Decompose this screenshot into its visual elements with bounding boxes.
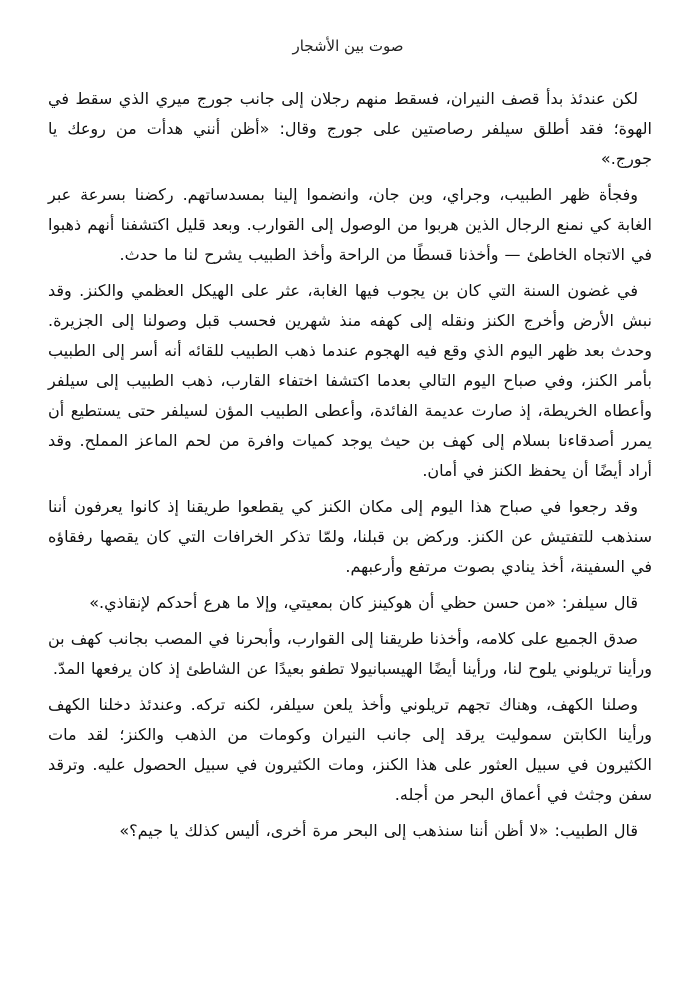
paragraph-2: وفجأة ظهر الطبيب، وجراي، وبن جان، وانضموا إلينا بمسدساتهم. ركضنا بسرعة عبر الغابة كي نمنع الرجال الذين هربوا من الوصول إلى القوارب. وبعد قليل اكتشفنا أنهم ذهبوا في الاتجاه الخاطئ — وأخذنا قسطًا من الراحة وأخذ الطبيب يشرح لنا ما حدث.: [48, 185, 652, 264]
paragraph-1: لكن عندئذ بدأ قصف النيران، فسقط منهم رجلان إلى جانب جورج ميري الذي سقط في الهوة؛ فقد أطلق سيلفر رصاصتين على جورج وقال: «أظن أنني هدأت من روعك يا جورج.»: [48, 89, 652, 168]
paragraph-6: صدق الجميع على كلامه، وأخذنا طريقنا إلى القوارب، وأبحرنا في المصب بجانب كهف بن ورأينا تريلوني يلوح لنا، ورأينا أيضًا الهيسبانيولا تطفو بعيدًا عن الشاطئ إذ كان يرفعها المدّ.: [47, 629, 652, 678]
paragraph-8: قال الطبيب: «لا أظن أننا سنذهب إلى البحر مرة أخرى، أليس كذلك يا جيم؟»: [119, 821, 638, 840]
paragraph-5: قال سيلفر: «من حسن حظي أن هوكينز كان بمعيتي، وإلا ما هرع أحدكم لإنقاذي.»: [89, 593, 638, 612]
paragraph-4: وقد رجعوا في صباح هذا اليوم إلى مكان الكنز كي يقطعوا طريقنا إذ كانوا يعرفون أننا سنذهب للتفتيش عن الكنز. وركض بن قبلنا، ولمّا تذكر الخرافات التي كان يقصها رفقاؤه في السفينة، أخذ ينادي بصوت مرتفع وأرعبهم.: [48, 497, 652, 576]
paragraph-3: في غضون السنة التي كان بن يجوب فيها الغابة، عثر على الهيكل العظمي والكنز. وقد نبش الأرض وأخرج الكنز ونقله إلى كهفه منذ شهرين فحسب قبل وصولنا إلى الجزيرة. وحدث بعد ظهر اليوم الذي وقع فيه الهجوم عندما ذهب الطبيب للقائه أنه أسر إلى الطبيب بأمر الكنز، وفي صباح اليوم التالي بعدما اكتشفا اختفاء القارب، ذهب الطبيب إلى سيلفر وأعطاه الخريطة، إذ صارت عديمة الفائدة، وأعطى الطبيب المؤن لسيلفر حتى يستطيع أن يمرر أصدقاءنا بسلام إلى كهف بن حيث يوجد كميات وافرة من لحم الماعز المملح. وقد أراد أيضًا أن يحفظ الكنز في أمان.: [48, 281, 652, 480]
body-text: [48, 84, 652, 852]
running-header: صوت بين الأشجار: [292, 37, 404, 55]
paragraph-7: وصلنا الكهف، وهناك تجهم تريلوني وأخذ يلعن سيلفر، لكنه تركه. وعندئذ دخلنا الكهف ورأينا الكابتن سموليت يرقد إلى جانب النيران وكومات من الذهب والكنز؛ لقد مات الكثيرون في سبيل العثور على هذا الكنز، ومات الكثيرون في سبيل الحصول عليه. وترقد سفن وجثث في أعماق البحر من أجله.: [48, 695, 652, 804]
